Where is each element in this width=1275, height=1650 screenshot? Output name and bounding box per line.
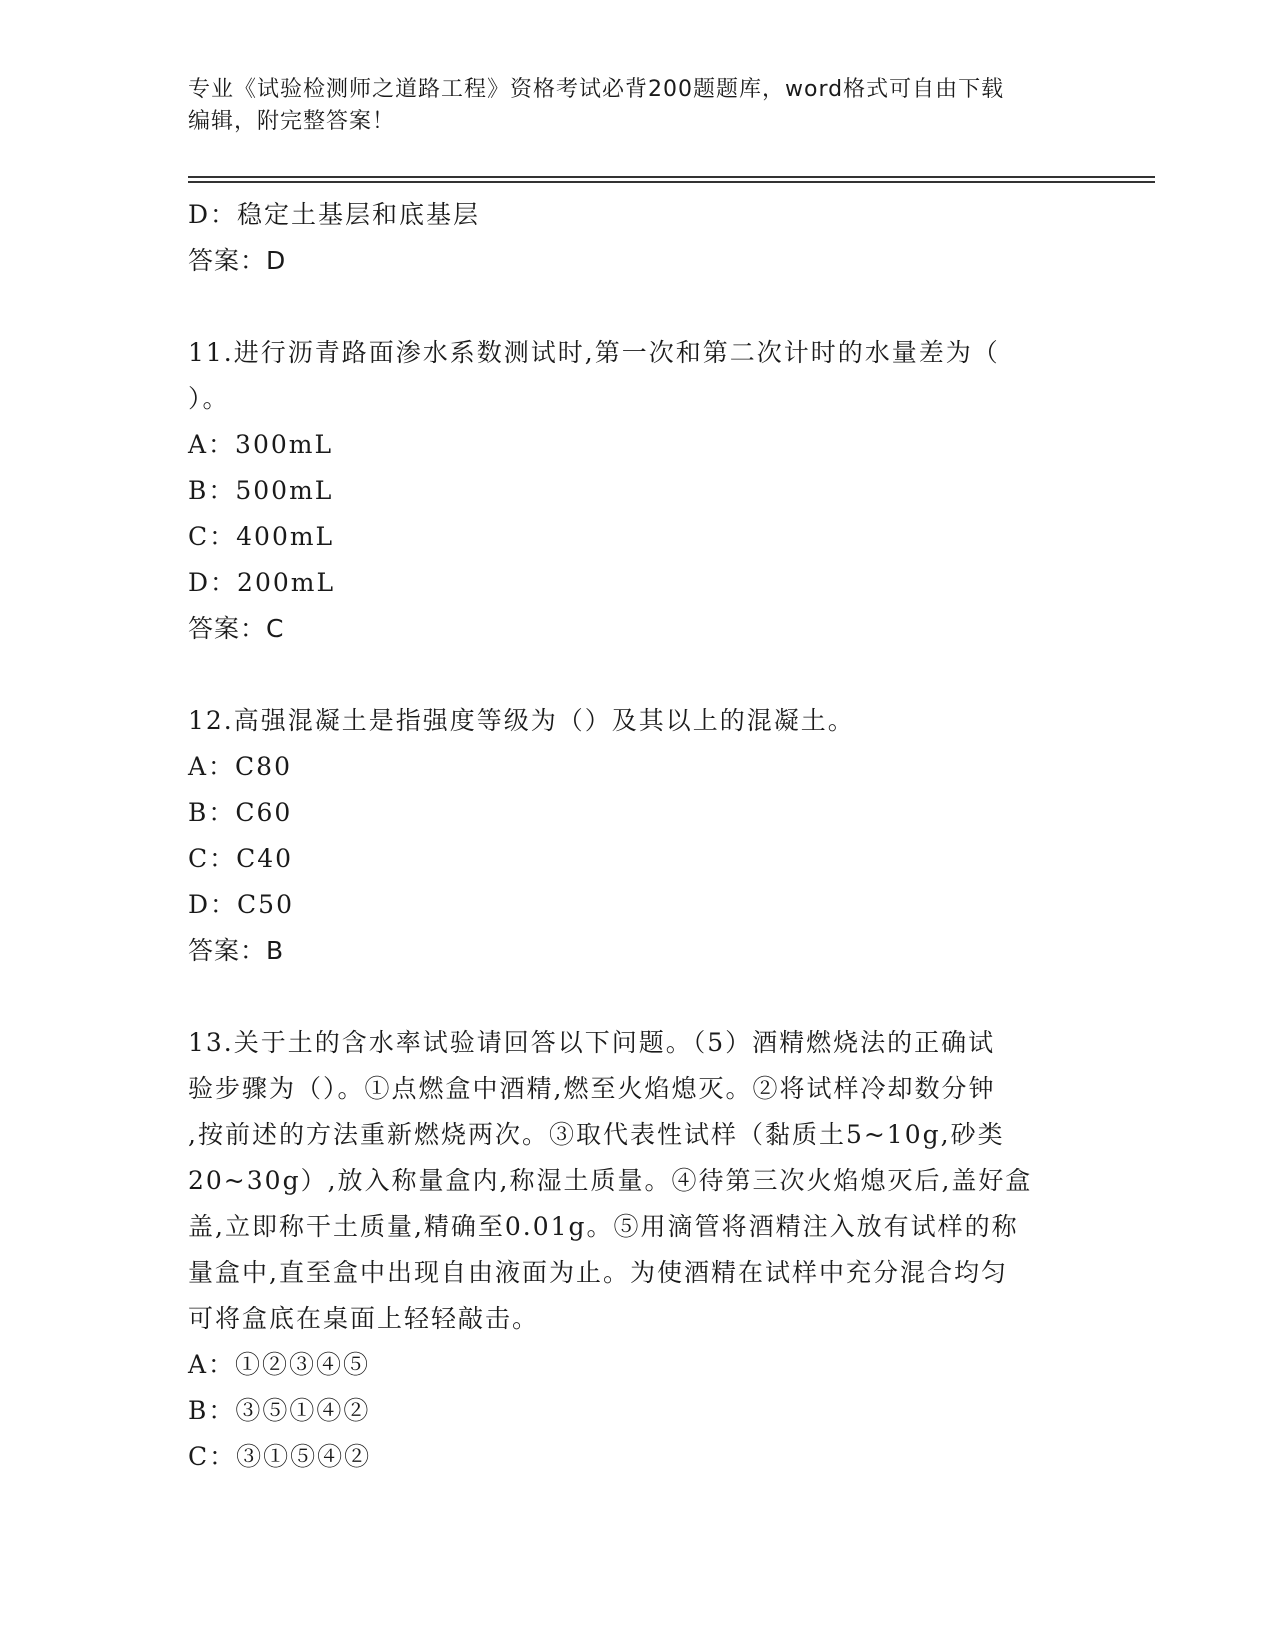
question-13-stem-line-5: 盖,立即称干土质量,精确至0.01g。⑤用滴管将酒精注入放有试样的称 <box>188 1212 1019 1241</box>
question-11-option-b: B：500mL <box>188 476 334 505</box>
header-title-line-2: 编辑，附完整答案！ <box>188 109 396 134</box>
question-13-stem-line-3: ,按前述的方法重新燃烧两次。③取代表性试样（黏质土5~10g,砂类 <box>188 1120 1005 1149</box>
question-13-stem-line-1: 13.关于土的含水率试验请回答以下问题。（5）酒精燃烧法的正确试 <box>188 1028 996 1057</box>
document-header <box>188 74 1088 138</box>
prev-option-d: D：稳定土基层和底基层 <box>188 200 481 229</box>
question-13-stem-line-7: 可将盒底在桌面上轻轻敲击。 <box>188 1304 540 1333</box>
question-12-option-a: A：C80 <box>188 752 292 781</box>
question-12-option-d: D：C50 <box>188 890 294 919</box>
question-13-option-c: C：③①⑤④② <box>188 1442 372 1471</box>
question-12-option-c: C：C40 <box>188 844 294 873</box>
question-content <box>188 192 1088 1480</box>
spacer <box>188 974 1088 1020</box>
question-12-stem-line-1: 12.高强混凝土是指强度等级为（）及其以上的混凝土。 <box>188 706 855 735</box>
question-11-stem-line-1: 11.进行沥青路面渗水系数测试时,第一次和第二次计时的水量差为（ <box>188 338 1000 367</box>
question-13-stem-line-6: 量盒中,直至盒中出现自由液面为止。为使酒精在试样中充分混合均匀 <box>188 1258 1008 1287</box>
question-13-stem-line-4: 20~30g）,放入称量盒内,称湿土质量。④待第三次火焰熄灭后,盖好盒 <box>188 1166 1033 1195</box>
header-divider-bottom <box>188 181 1155 183</box>
question-11-option-a: A：300mL <box>188 430 334 459</box>
question-13-option-a: A：①②③④⑤ <box>188 1350 371 1379</box>
question-12-stem <box>188 698 1088 744</box>
question-12-answer: 答案：B <box>188 936 285 965</box>
spacer <box>188 652 1088 698</box>
question-11-option-c: C：400mL <box>188 522 335 551</box>
question-11-option-d: D：200mL <box>188 568 336 597</box>
header-title-line-1: 专业《试验检测师之道路工程》资格考试必背200题题库，word格式可自由下载 <box>188 77 1005 102</box>
spacer <box>188 284 1088 330</box>
prev-answer: 答案：D <box>188 246 287 275</box>
question-11-stem <box>188 330 1088 422</box>
question-13-stem-line-2: 验步骤为（）。①点燃盒中酒精,燃至火焰熄灭。②将试样冷却数分钟 <box>188 1074 996 1103</box>
question-13-stem <box>188 1020 1088 1342</box>
question-12-option-b: B：C60 <box>188 798 293 827</box>
header-divider-top <box>188 176 1155 178</box>
question-11-answer: 答案：C <box>188 614 285 643</box>
question-13-option-b: B：③⑤①④② <box>188 1396 371 1425</box>
question-11-stem-line-2: ）。 <box>188 384 230 413</box>
